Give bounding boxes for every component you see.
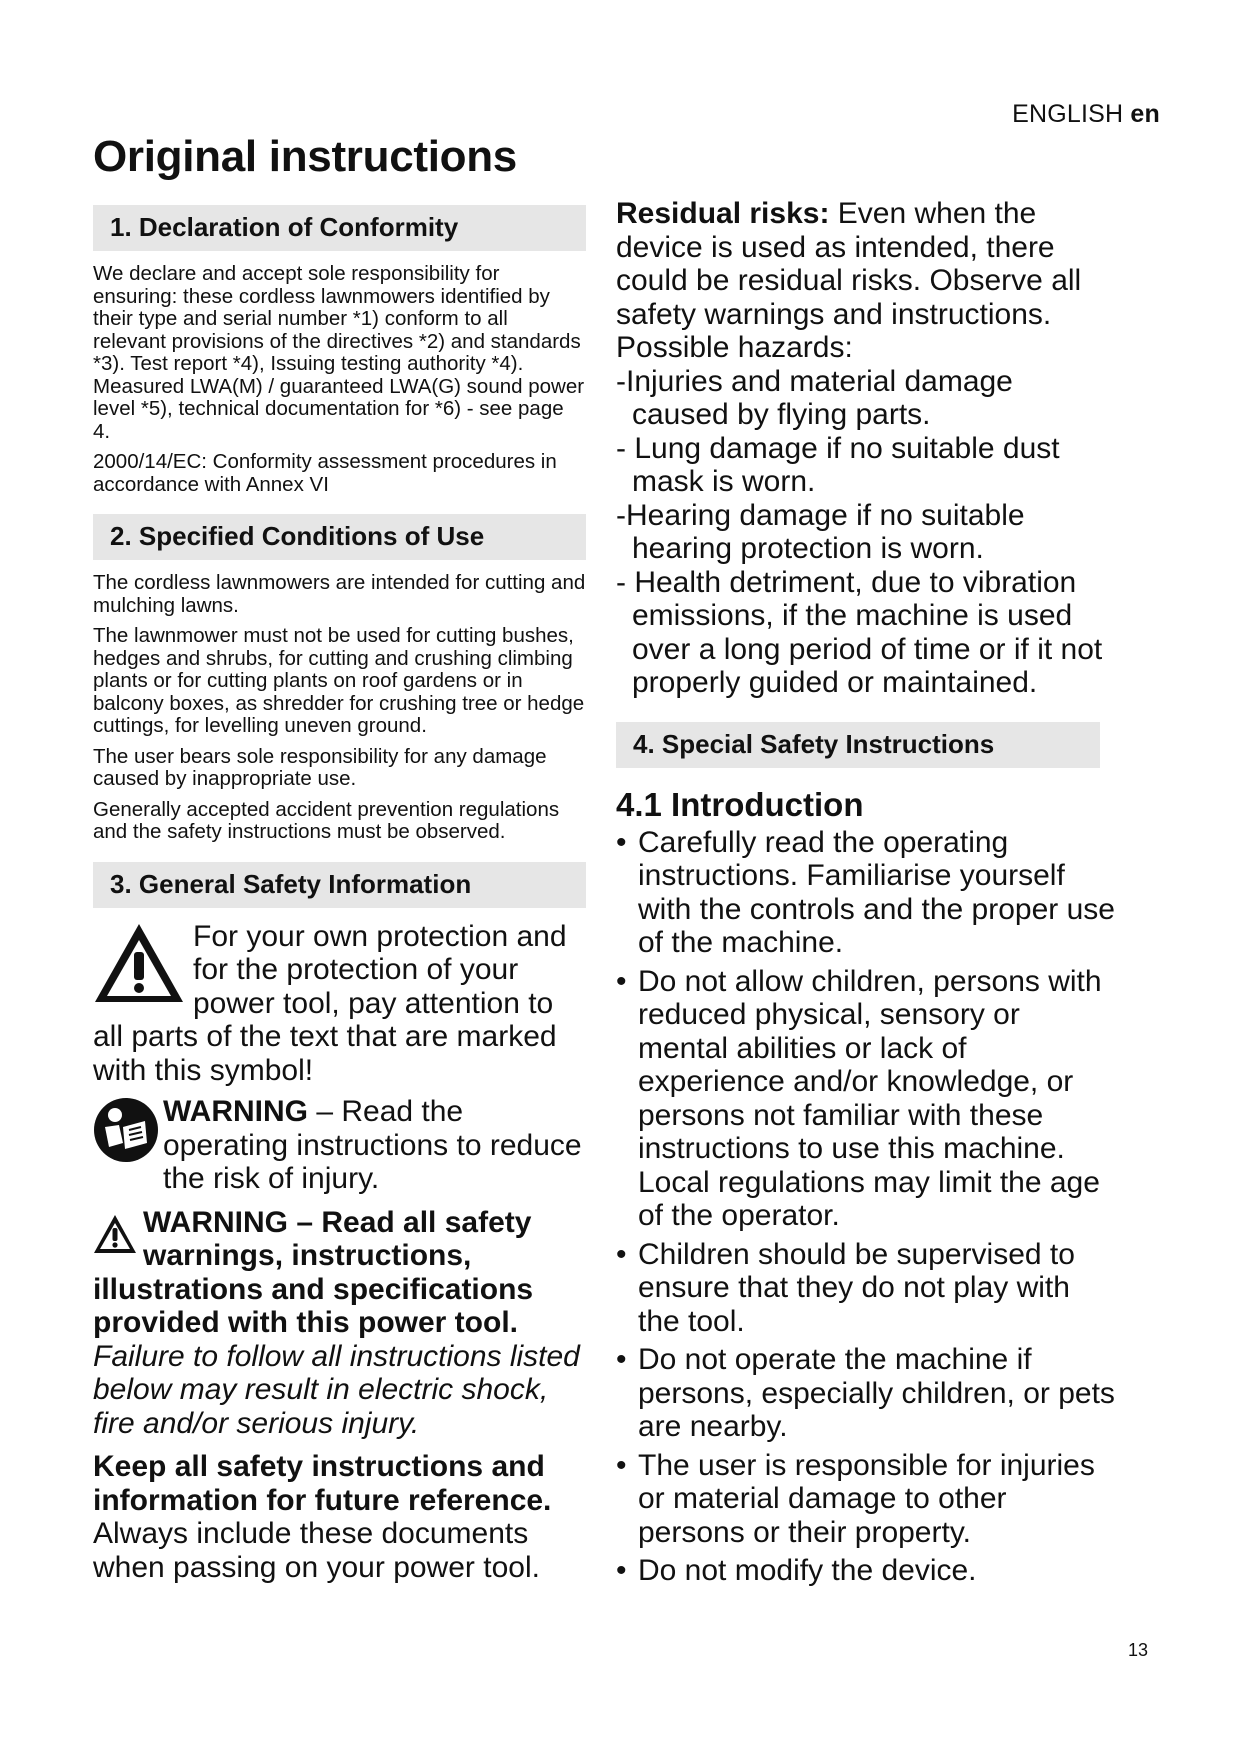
- page-title: Original instructions: [93, 132, 517, 181]
- bullet-icon: •: [616, 1237, 627, 1271]
- right-column: [616, 197, 1116, 1593]
- section-4-heading: 4. Special Safety Instructions: [616, 722, 1100, 768]
- language-label: [1012, 100, 1160, 129]
- section-1-heading: 1. Declaration of Conformity: [93, 205, 586, 251]
- residual-risks-label: Residual risks:: [616, 197, 830, 230]
- hazard-item: -Injuries and material damage caused by flying parts.: [616, 364, 1013, 431]
- general-safety-warning: [93, 1206, 586, 1441]
- warning-triangle-icon: [93, 922, 185, 1004]
- section-2-heading: 2. Specified Conditions of Use: [93, 514, 586, 560]
- left-column: [93, 205, 586, 1584]
- symbol-notice: [93, 920, 586, 1088]
- list-item: • Do not operate the machine if persons, especially children, or pets are nearby.: [616, 1343, 1115, 1443]
- declaration-text: We declare and accept sole responsibility for ensuring: these cordless lawnmowers identified by their type and serial number *1) conform to all relevant provisions of the directives *2) and standards *3). Test report *4), Issuing testing authority *4). Measured LWA(M) / guaranteed LWA(G) sound power level *5), technical documentation for *6) - see page 4.: [93, 262, 585, 443]
- bullet-icon: •: [616, 1448, 627, 1482]
- accident-prevention-text: Generally accepted accident prevention regulations and the safety instructions must be observed.: [93, 797, 560, 843]
- warning-1-label: WARNING: [163, 1095, 308, 1128]
- possible-hazards-label: Possible hazards:: [616, 331, 853, 364]
- warning-small-triangle-icon: [93, 1214, 137, 1254]
- list-item: • The user is responsible for injuries or material damage to other persons or their property.: [616, 1448, 1095, 1549]
- page-number: 13: [1127, 1640, 1148, 1660]
- bullet-icon: •: [616, 1343, 627, 1376]
- list-item: • Do not modify the device.: [616, 1554, 977, 1587]
- residual-risks-text: Even when the device is used as intended, there could be residual risks. Observe all safety warnings and instructions.: [616, 197, 1082, 331]
- bullet-icon: •: [616, 964, 627, 998]
- section-4-1-heading: 4.1 Introduction: [616, 785, 864, 823]
- bullet-icon: •: [616, 1554, 627, 1587]
- read-manual-icon: [93, 1097, 159, 1163]
- symbol-notice-text: For your own protection and for the protection of your power tool, pay attention to all parts of the text that are marked with this symbol!: [93, 919, 567, 1087]
- language-name: ENGLISH: [1012, 100, 1124, 128]
- hazard-item: - Health detriment, due to vibration emissions, if the machine is used over a long period of time or if it not properly guided or maintained.: [616, 565, 1103, 699]
- prohibited-use-text: The lawnmower must not be used for cutting bushes, hedges and shrubs, for cutting and crushing climbing plants or for cutting plants on roof gardens or in balcony boxes, as shredder for crushing tree or hedge cuttings, for levelling uneven ground.: [93, 624, 585, 737]
- list-item: • Carefully read the operating instructions. Familiarise yourself with the controls and the proper use of the machine.: [616, 825, 1115, 959]
- read-manual-warning: [93, 1095, 586, 1196]
- list-item: • Do not allow children, persons with reduced physical, sensory or mental abilities or lack of experience and/or knowledge, or persons not familiar with these instructions to use this machine. Local regulations may limit the age of the operator.: [616, 964, 1102, 1232]
- warning-2-bold-text: WARNING – Read all safety warnings, instructions, illustrations and specifications provided with this power tool.: [93, 1205, 534, 1339]
- hazard-item: -Hearing damage if no suitable hearing protection is worn.: [616, 498, 1025, 565]
- keep-instructions-text: Always include these documents when passing on your power tool.: [93, 1517, 540, 1584]
- bullet-icon: •: [616, 825, 627, 859]
- list-item: • Children should be supervised to ensure that they do not play with the tool.: [616, 1237, 1075, 1338]
- warning-1-text: – Read the operating instructions to reduce the risk of injury.: [163, 1095, 582, 1195]
- warning-2-italic-text: Failure to follow all instructions listed below may result in electric shock, fire and/or serious injury.: [93, 1339, 580, 1440]
- conformity-procedure-text: 2000/14/EC: Conformity assessment procedures in accordance with Annex VI: [93, 450, 557, 496]
- intended-use-text: The cordless lawnmowers are intended for cutting and mulching lawns.: [93, 571, 586, 617]
- keep-instructions-bold: Keep all safety instructions and information for future reference.: [93, 1450, 552, 1517]
- responsibility-text: The user bears sole responsibility for any damage caused by inappropriate use.: [93, 744, 547, 790]
- section-3-heading: 3. General Safety Information: [93, 862, 586, 908]
- language-code: en: [1130, 100, 1160, 128]
- hazard-item: - Lung damage if no suitable dust mask is worn.: [616, 431, 1060, 498]
